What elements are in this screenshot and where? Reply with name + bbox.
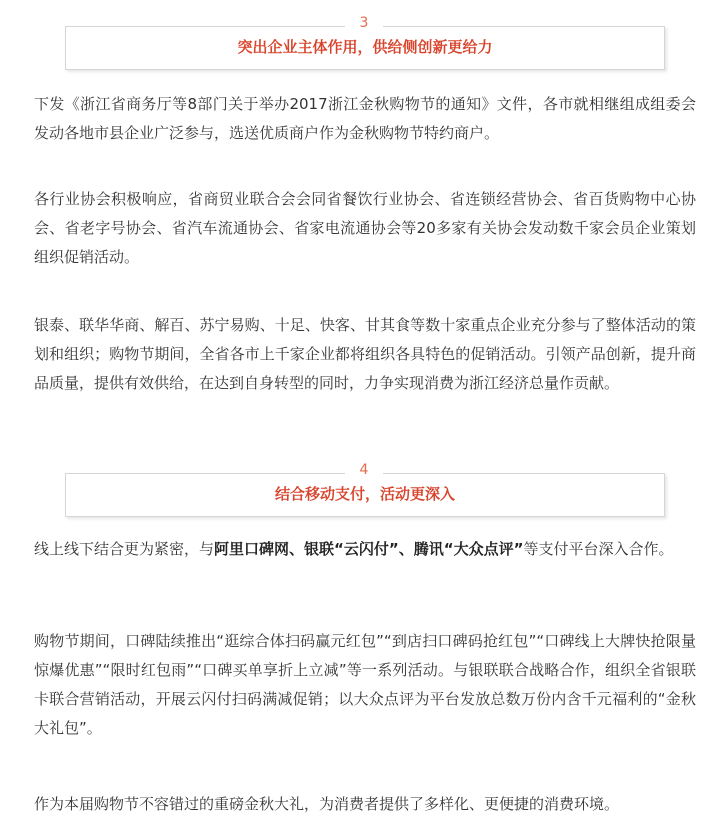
paragraph-closing: 作为本届购物节不容错过的重磅金秋大礼，为消费者提供了多样化、更便捷的消费环境。 (34, 795, 620, 813)
unionpay-highlight: 银联“云闪付” (304, 540, 399, 558)
section-header-4 (65, 462, 665, 517)
separator: 、 (289, 540, 305, 558)
section-title: 突出企业主体作用，供给侧创新更给力 (237, 38, 493, 56)
section-number: 4 (345, 461, 383, 479)
section-header-3 (65, 15, 665, 70)
section-number: 3 (345, 14, 383, 32)
paragraph-promotions: 购物节期间，口碑陆续推出“逛综合体扫码赢元红包”“到店扫口碑码抢红包”“口碑线上大牌快抢限量惊爆优惠”“限时红包雨”“口碑买单享折上立减”等一系列活动。与银联联合战略合作，组织全省银联卡联合营销活动，开展云闪付扫码满减促销；以大众点评为平台发放总数万份内含千元福利的“金秋大礼包”。 (34, 632, 696, 737)
section-title: 结合移动支付，活动更深入 (274, 485, 455, 503)
separator: 、 (398, 540, 414, 558)
paragraph-associations: 各行业协会积极响应，省商贸业联合会会同省餐饮行业协会、省连锁经营协会、省百货购物中心协会、省老字号协会、省汽车流通协会、省家电流通协会等20多家有关协会发动数千家会员企业策划组织促销活动。 (34, 190, 696, 266)
text-segment: 线上线下结合更为紧密，与 (34, 540, 215, 558)
alipay-koubei-highlight: 阿里口碑网 (214, 540, 290, 558)
tencent-dianping-highlight: 腾讯“大众点评” (413, 540, 524, 558)
paragraph-notice: 下发《浙江省商务厅等8部门关于举办2017浙江金秋购物节的通知》文件，各市就相继组成组委会发动各地市县企业广泛参与，选送优质商户作为金秋购物节特约商户。 (34, 95, 696, 142)
paragraph-enterprises: 银泰、联华华商、解百、苏宁易购、十足、快客、甘其食等数十家重点企业充分参与了整体活动的策划和组织；购物节期间，全省各市上千家企业都将组织各具特色的促销活动。引领产品创新，提升商品质量，提供有效供给，在达到自身转型的同时，力争实现消费为浙江经济总量作贡献。 (34, 316, 696, 392)
text-segment: 等支付平台深入合作。 (523, 540, 674, 558)
paragraph-mobile-payment (34, 535, 696, 564)
